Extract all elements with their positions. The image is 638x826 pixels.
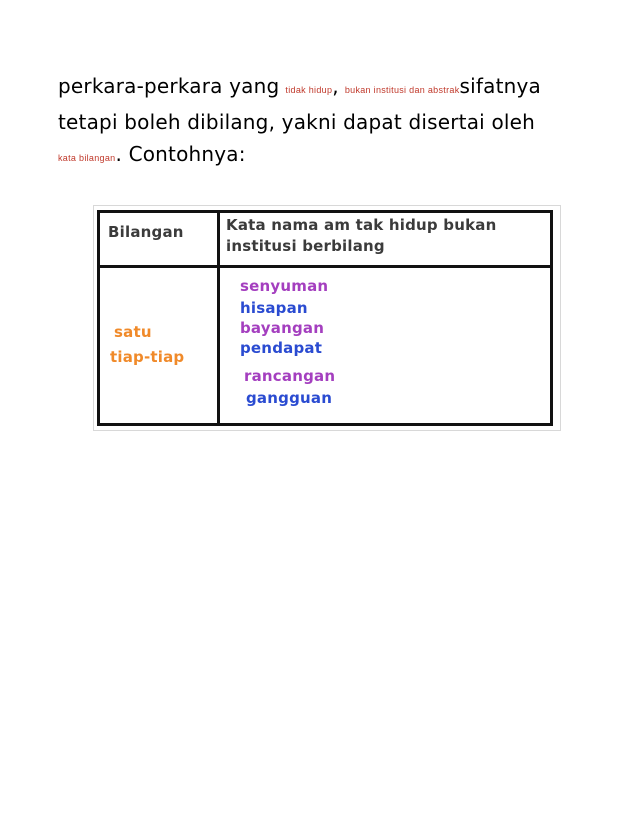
paragraph-line-2: tetapi boleh dibilang, yakni dapat disertai oleh xyxy=(58,110,536,134)
noun-bayangan: bayangan xyxy=(240,319,325,337)
comma: , xyxy=(332,74,339,98)
body-paragraph xyxy=(58,70,598,174)
example-table-figure xyxy=(94,206,560,430)
paragraph-line-3 xyxy=(58,138,598,174)
numeral-tiap-tiap: tiap-tiap xyxy=(110,348,185,366)
example-table xyxy=(97,210,553,426)
noun-rancangan: rancangan xyxy=(244,367,336,385)
note-bukan-institusi: bukan institusi dan abstrak xyxy=(344,85,460,95)
text-run: perkara-perkara yang xyxy=(58,74,280,98)
note-kata-bilangan: kata bilangan xyxy=(58,153,116,163)
numeral-satu: satu xyxy=(114,323,152,341)
header-kata-nama-line2: institusi berbilang xyxy=(226,237,385,255)
note-tidak-hidup: tidak hidup xyxy=(285,85,333,95)
header-bilangan: Bilangan xyxy=(108,223,184,241)
column-divider xyxy=(217,213,220,423)
noun-gangguan: gangguan xyxy=(246,389,333,407)
paragraph-line-1 xyxy=(58,70,598,106)
header-divider xyxy=(100,265,550,268)
noun-pendapat: pendapat xyxy=(240,339,323,357)
text-run: sifatnya xyxy=(459,74,541,98)
noun-hisapan: hisapan xyxy=(240,299,308,317)
header-kata-nama-line1: Kata nama am tak hidup bukan xyxy=(226,216,497,234)
noun-senyuman: senyuman xyxy=(240,277,329,295)
text-run: . Contohnya: xyxy=(115,142,246,166)
